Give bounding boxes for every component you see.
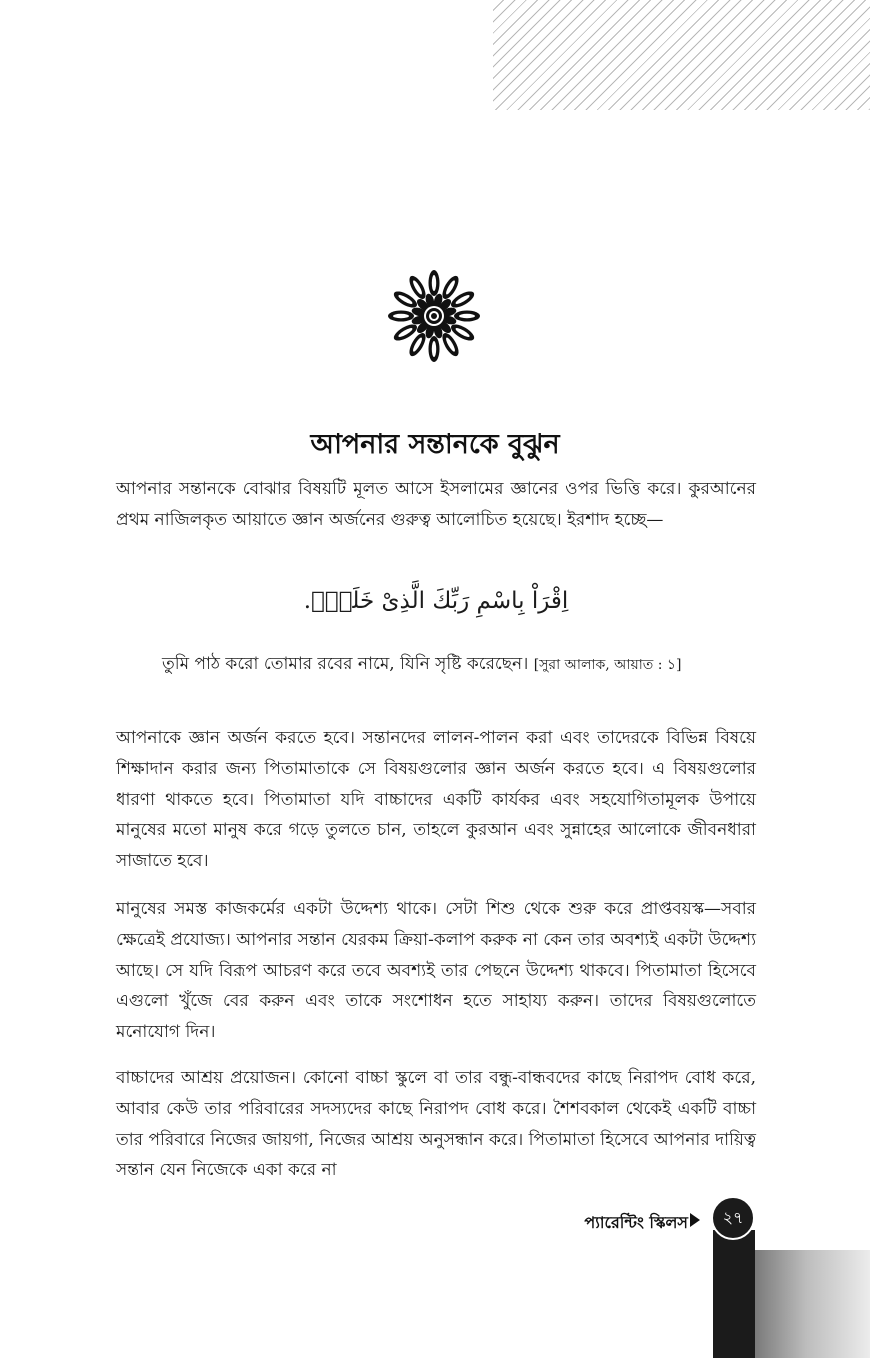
paragraph-2: মানুষের সমস্ত কাজকর্মের একটা উদ্দেশ্য থাকে। সেটা শিশু থেকে শুরু করে প্রাপ্তবয়স্ক—সবার ক্ষেত্রেই প্রযোজ্য। আপনার সন্তান যেরকম ক্রিয়া-কলাপ করুক না কেন তার অবশ্যই একটা উদ্দেশ্য আছে। সে যদি বিরূপ আচরণ করে তবে অবশ্যই তার পেছনে উদ্দেশ্য থাকবে। পিতামাতা হিসেবে এগুলো খুঁজে বের করুন এবং তাকে সংশোধন হতে সাহায্য করুন। তাদের বিষয়গুলোতে মনোযোগ দিন। <box>116 899 756 1043</box>
page-edge-tab <box>713 1230 755 1358</box>
intro-paragraph: আপনার সন্তানকে বোঝার বিষয়টি মূলত আসে ইসলামের জ্ঞানের ওপর ভিত্তি করে। কুরআনের প্রথম নাজিলকৃত আয়াতে জ্ঞান অর্জনের গুরুত্ব আলোচিত হয়েছে। ইরশাদ হচ্ছে— <box>116 479 756 530</box>
page-number: ২৭ <box>711 1196 755 1240</box>
translation-text: তুমি পাঠ করো তোমার রবের নামে, যিনি সৃষ্টি করেছেন। <box>162 654 529 674</box>
verse-translation <box>162 650 742 680</box>
translation-reference: [সুরা আলাক, আয়াত : ১] <box>533 657 682 673</box>
corner-hatch-decoration <box>493 0 870 110</box>
arabic-verse: اِقْرَاْ بِاسْمِ رَبِّكَ الَّذِیْ خَلَقَۚ. <box>303 588 569 614</box>
footer-book-title: প্যারেন্টিং স্কিলস <box>584 1213 688 1232</box>
flower-ornament-icon <box>384 266 484 366</box>
chapter-title: আপনার সন্তানকে বুঝুন <box>310 429 560 460</box>
paragraph-3: বাচ্চাদের আশ্রয় প্রয়োজন। কোনো বাচ্চা স্কুলে বা তার বন্ধু-বান্ধবদের কাছে নিরাপদ বোধ করে, আবার কেউ তার পরিবারের সদস্যদের কাছে নিরাপদ বোধ করে। শৈশবকাল থেকেই একটি বাচ্চা তার পরিবারে নিজের জায়গা, নিজের আশ্রয় অনুসন্ধান করে। পিতামাতা হিসেবে আপনার দায়িত্ব সন্তান যেন নিজেকে একা করে না <box>116 1068 756 1181</box>
corner-gradient-decoration <box>755 1250 870 1358</box>
footer-arrow-icon <box>690 1213 700 1227</box>
paragraph-1: আপনাকে জ্ঞান অর্জন করতে হবে। সন্তানদের লালন-পালন করা এবং তাদেরকে বিভিন্ন বিষয়ে শিক্ষাদান করার জন্য পিতামাতাকে সে বিষয়গুলোর জ্ঞান অর্জন করতে হবে। এ বিষয়গুলোর ধারণা থাকতে হবে। পিতামাতা যদি বাচ্চাদের একটি কার্যকর এবং সহযোগিতামূলক উপায়ে মানুষের মতো মানুষ করে গড়ে তুলতে চান, তাহলে কুরআন এবং সুন্নাহের আলোকে জীবনধারা সাজাতে হবে। <box>116 728 756 872</box>
